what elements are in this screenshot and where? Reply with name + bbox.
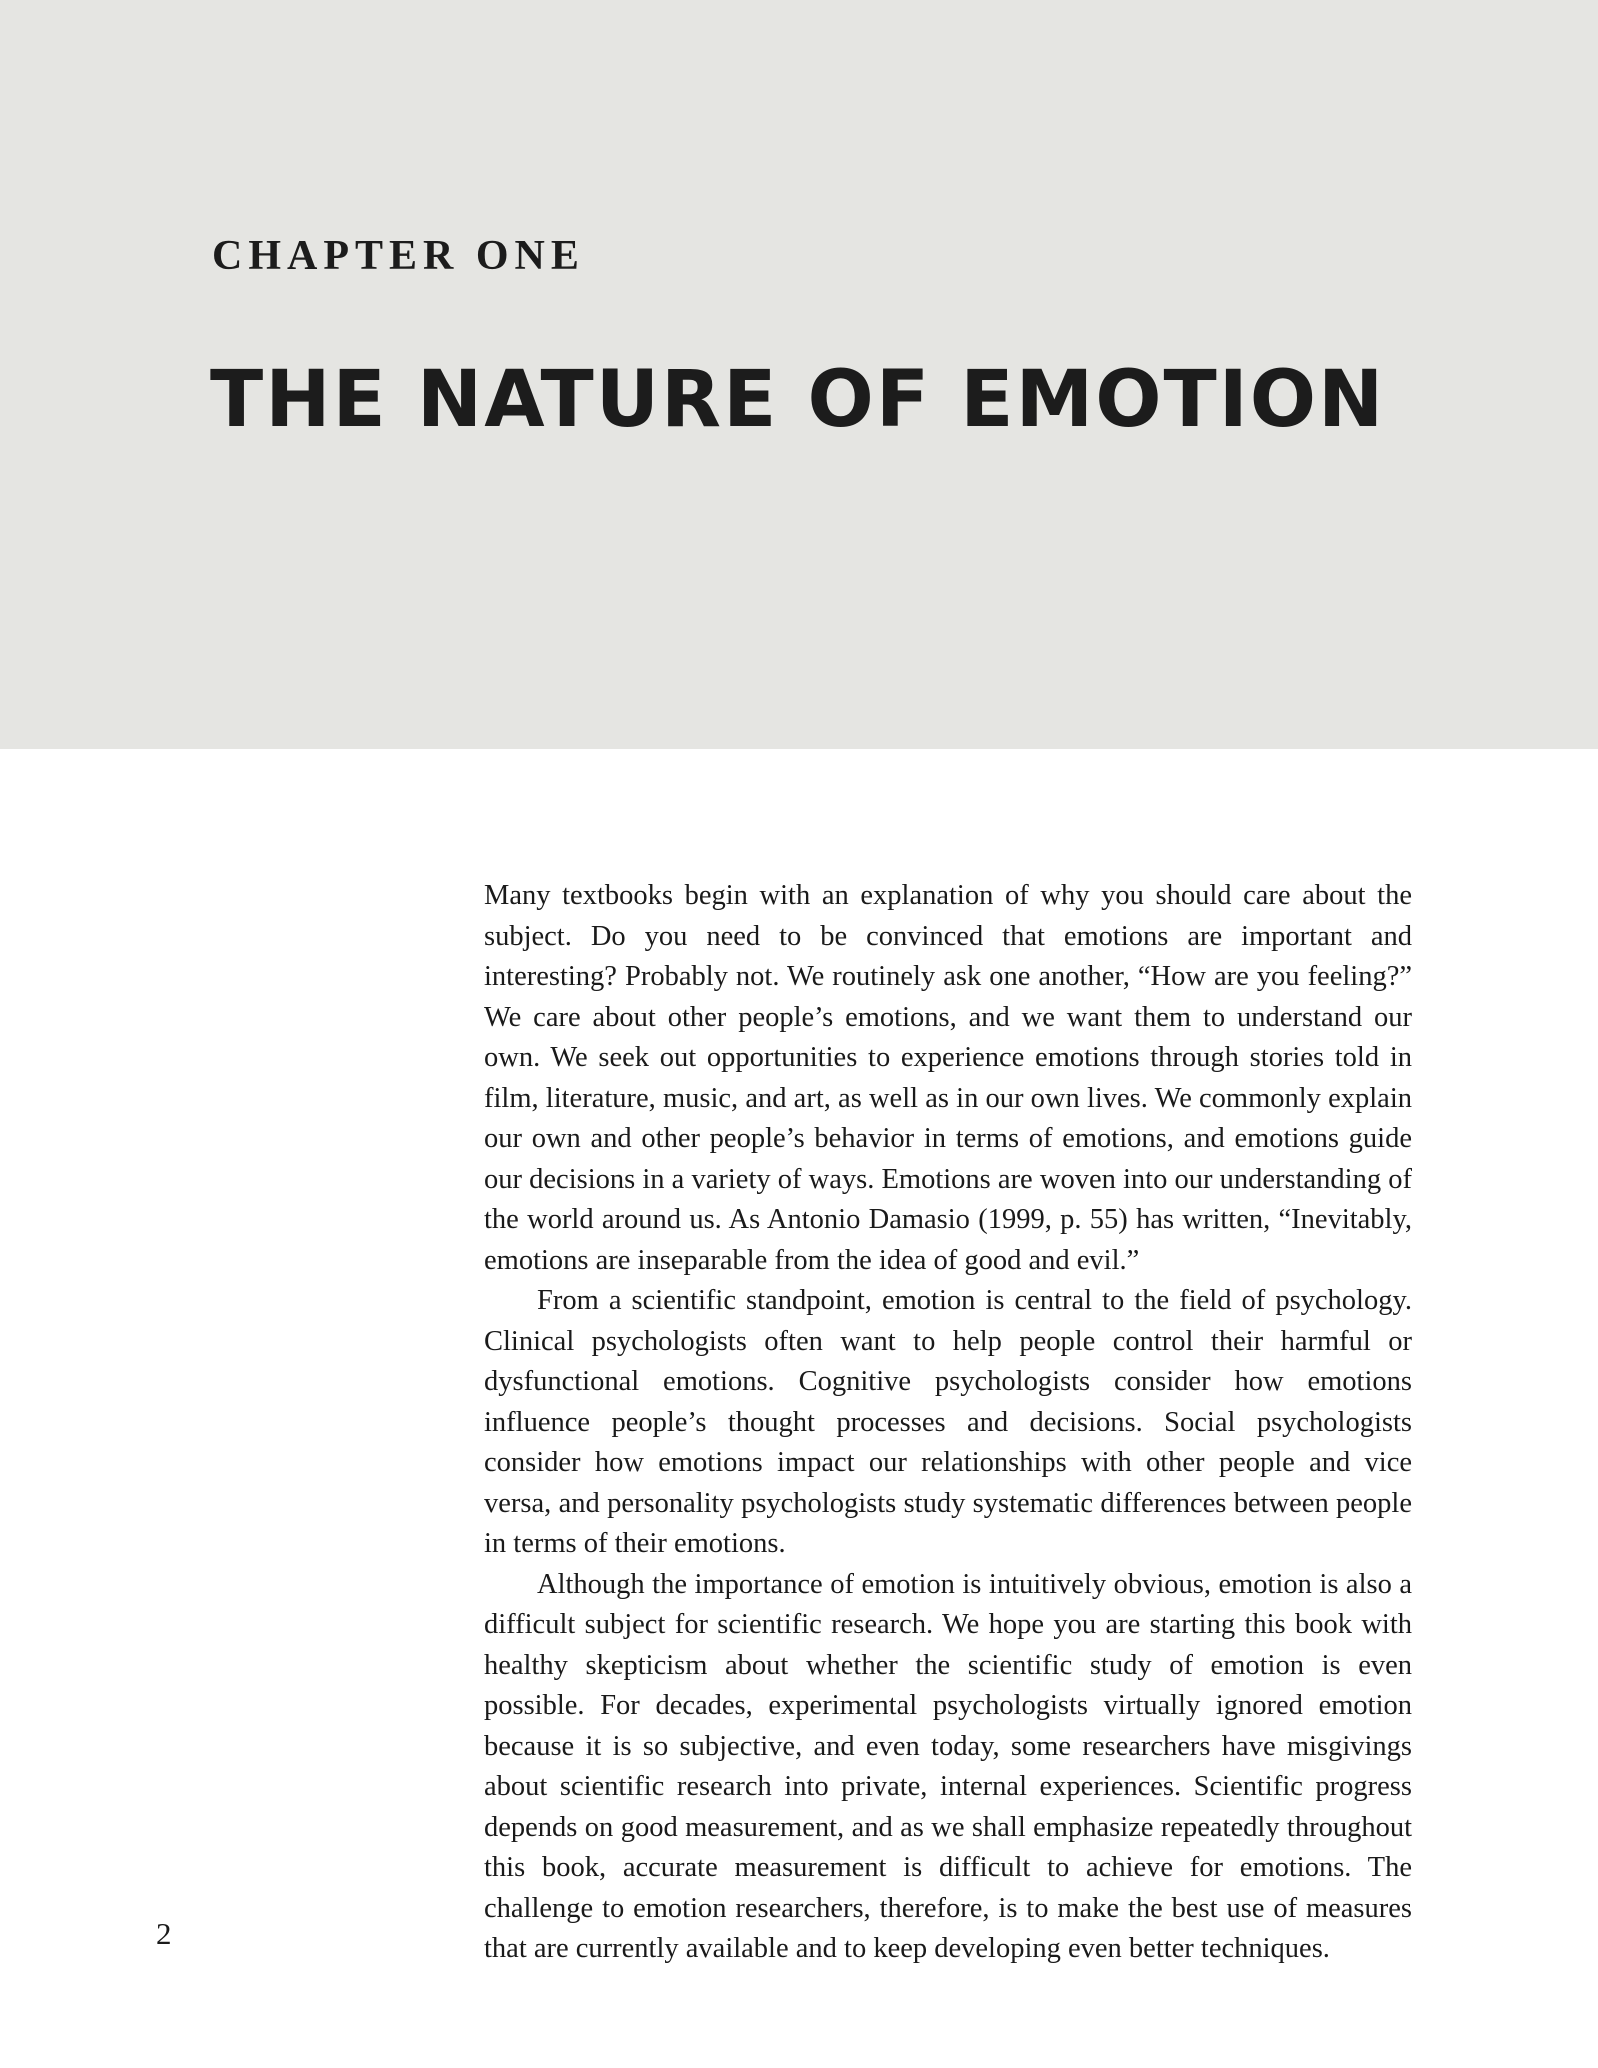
chapter-header-band [0, 0, 1598, 749]
body-paragraph: Many textbooks begin with an explanation of why you should care about the subject. Do you need to be convinced that emotions are important and interesting? Probably not. We routinely ask one another, “How are you feeling?” We care about other people’s emotions, and we want them to understand our own. We seek out opportunities to experience emotions through stories told in film, literature, music, and art, as well as in our own lives. We commonly explain our own and other people’s behavior in terms of emotions, and emotions guide our decisions in a variety of ways. Emotions are woven into our understanding of the world around us. As Antonio Damasio (1999, p. 55) has written, “Inevitably, emotions are inseparable from the idea of good and evil.” [484, 880, 1412, 1276]
page-number: 2 [156, 1916, 172, 1951]
body-paragraph: Although the importance of emotion is intuitively obvious, emotion is also a difficult subject for scientific research. We hope you are starting this book with healthy skepticism about whether the scientific study of emotion is even possible. For decades, experimental psychologists virtually ignored emotion because it is so subjective, and even today, some researchers have misgivings about scientific research into private, internal experiences. Scientific progress depends on good measurement, and as we shall emphasize repeatedly throughout this book, accurate measurement is difficult to achieve for emotions. The challenge to emotion researchers, therefore, is to make the best use of measures that are currently available and to keep developing even better techniques. [484, 1568, 1412, 1964]
chapter-body [484, 876, 1412, 1970]
chapter-label: CHAPTER ONE [212, 233, 585, 279]
chapter-title: THE NATURE OF EMOTION [210, 355, 1386, 445]
body-paragraph: From a scientific standpoint, emotion is central to the field of psychology. Clinical psychologists often want to help people control their harmful or dysfunctional emotions. Cognitive psychologists consider how emotions influence people’s thought processes and decisions. Social psychologists consider how emotions impact our relationships with other people and vice versa, and personality psychologists study systematic differences between people in terms of their emotions. [484, 1285, 1412, 1559]
